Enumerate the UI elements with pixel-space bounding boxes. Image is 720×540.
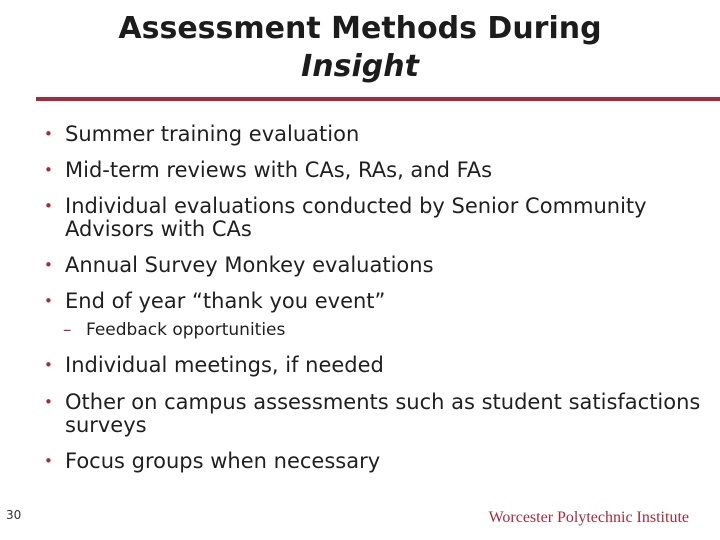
sub-bullet-item	[44, 320, 704, 340]
bullet-dot-icon: •	[44, 356, 53, 374]
slide-title	[0, 10, 720, 86]
bullet-item	[44, 195, 704, 241]
bullet-item	[44, 391, 704, 437]
bullet-item	[44, 290, 704, 313]
bullet-dot-icon: •	[44, 125, 53, 143]
bullet-text: Focus groups when necessary	[65, 449, 381, 473]
bullet-text: Other on campus assessments such as student satisfactions surveys	[65, 390, 701, 437]
bullet-item	[44, 450, 704, 473]
bullet-item	[44, 123, 704, 146]
bullet-text: Individual meetings, if needed	[65, 353, 384, 377]
bullet-item	[44, 354, 704, 377]
bullet-text: Mid-term reviews with CAs, RAs, and FAs	[65, 158, 493, 182]
slide-page-number: 30	[6, 508, 22, 522]
bullet-dot-icon: •	[44, 452, 53, 470]
bullet-dot-icon: •	[44, 197, 53, 215]
bullet-item	[44, 159, 704, 182]
institution-name: Worcester Polytechnic Institute	[488, 509, 689, 526]
bullet-text: Summer training evaluation	[65, 122, 360, 146]
slide-title-line-2: Insight	[301, 49, 419, 84]
bullet-text: Annual Survey Monkey evaluations	[65, 253, 434, 277]
bullet-text: End of year “thank you event”	[65, 289, 386, 313]
bullet-list	[44, 120, 704, 473]
title-divider	[36, 97, 720, 101]
sub-bullet-text: Feedback opportunities	[86, 320, 286, 340]
bullet-dot-icon: •	[44, 161, 53, 179]
bullet-text: Individual evaluations conducted by Senior Community Advisors with CAs	[65, 194, 647, 241]
bullet-dot-icon: •	[44, 256, 53, 274]
sub-bullet-dash-icon: –	[63, 320, 72, 340]
bullet-item	[44, 254, 704, 277]
bullet-dot-icon: •	[44, 393, 53, 411]
bullet-dot-icon: •	[44, 292, 53, 310]
slide-title-line-1: Assessment Methods During	[118, 11, 602, 46]
